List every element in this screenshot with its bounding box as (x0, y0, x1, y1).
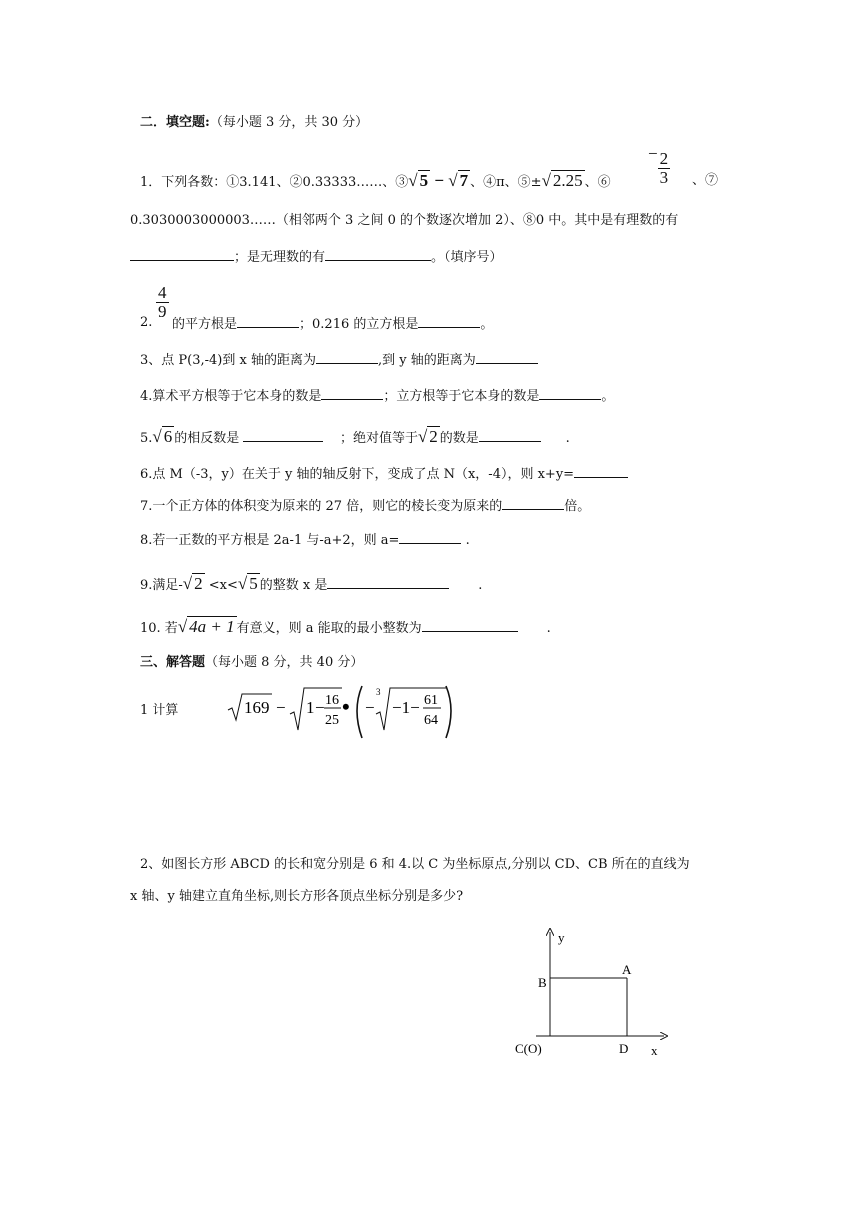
q5-text-a: 的相反数是 (174, 431, 240, 446)
p1-f2-num: 61 (424, 693, 438, 708)
p1-dot: • (342, 694, 350, 719)
q2-text-a: 的平方根是 (172, 317, 238, 332)
q9-rad5: 5 (249, 574, 258, 593)
x-axis-label: x (651, 1043, 658, 1058)
y-axis-label: y (558, 930, 565, 945)
vertex-c-label: C(O) (515, 1041, 542, 1056)
q1-sqrt5-minus-sqrt7: √ 5 − √ 7 (408, 171, 469, 190)
q10-rad: 4a + 1 (189, 617, 235, 636)
q7-text-a: 7.一个正方体的体积变为原来的 27 倍，则它的棱长变为原来的 (140, 499, 503, 514)
section-3-title: 三、解答题 (140, 655, 206, 670)
q2-text-b: ；0.216 的立方根是 (299, 317, 419, 332)
q8-text-a: 8.若一正数的平方根是 2a-1 与-a+2，则 a= (140, 533, 400, 548)
q5-prefix: 5. (140, 431, 153, 446)
q1-frac-neg-two-thirds: − $\frac{2}{3}$ (648, 144, 669, 187)
p1-label: 1 计算 (140, 703, 179, 718)
q2-text-c: 。 (480, 317, 494, 332)
q10-text-a: 10. 若 (140, 621, 178, 636)
q6-line (140, 464, 628, 484)
q2-blank-cbrt[interactable] (418, 314, 480, 328)
q9-sqrt5: √ 5 (237, 574, 258, 593)
q5-rad2: 2 (429, 427, 438, 446)
p1-f1-num: 16 (325, 693, 339, 708)
q5-blank-abs[interactable] (479, 428, 541, 442)
section-3-heading (140, 654, 363, 672)
q3-text-b: ,到 y 轴的距离为 (377, 353, 476, 368)
svg-text:−: − (315, 698, 325, 717)
q2-frac-den: 9 (158, 302, 167, 321)
q2-prefix: 2. (140, 315, 153, 330)
q5-line (140, 428, 570, 448)
q9-text-b: 的整数 x 是 (259, 578, 328, 593)
q1-text-irrational: ；是无理数的有 (234, 250, 326, 265)
vertex-a-label: A (622, 962, 632, 977)
p2-line1: 2、如图长方形 ABCD 的长和宽分别是 6 和 4.以 C 为坐标原点,分别以 CD、CB 所在的直线为 (140, 857, 690, 872)
q1-line3 (130, 247, 503, 267)
q9-mid: <x< (208, 578, 238, 593)
section-2-heading (140, 114, 368, 132)
q1-sep7: 、⑦ (692, 173, 719, 188)
q1-prefix: 1．下列各数：①3.141、②0.33333……、③ (140, 175, 409, 190)
q9-text-c: . (478, 578, 483, 593)
q10-text-b: 有意义，则 a 能取的最小整数为 (236, 621, 422, 636)
q1-line2: 0.3030003000003……（相邻两个 3 之间 0 的个数逐次增加 2）、⑧0 中。其中是有理数的有 (130, 213, 679, 228)
q8-blank[interactable] (399, 530, 461, 544)
q3-line (140, 350, 538, 370)
q4-text-a: 4.算术平方根等于它本身的数是 (140, 389, 322, 404)
rectangle-coordinate-figure (500, 922, 690, 1062)
q1-blank-irrational[interactable] (325, 247, 431, 261)
q4-text-c: 。 (601, 389, 615, 404)
q1-frac-num: 2 (659, 149, 669, 168)
q2-line (172, 314, 493, 334)
q6-blank[interactable] (574, 464, 628, 478)
p1-neg: − (365, 698, 375, 717)
q2-frac-num: 4 (158, 283, 167, 302)
q3-blank-x[interactable] (316, 350, 378, 364)
q5-text-c: 的数是 (439, 431, 479, 446)
section-3-score: （每小题 8 分，共 40 分） (205, 655, 364, 670)
q5-sqrt6: √ 6 (152, 427, 173, 446)
q4-blank-sqrt[interactable] (321, 386, 383, 400)
p1-neg1: −1− (392, 698, 420, 717)
q9-rad2: 2 (194, 574, 203, 593)
p1-one: 1 (306, 698, 315, 717)
q7-blank[interactable] (502, 496, 564, 510)
q7-text-b: 倍。 (564, 499, 591, 514)
q1-sqrt225: √ 2.25 (541, 171, 583, 190)
p1-rad169: 169 (244, 698, 270, 717)
p1-minus: − (276, 698, 286, 717)
q4-blank-cbrt[interactable] (539, 386, 601, 400)
q6-text-a: 6.点 M（-3，y）在关于 y 轴的轴反射下，变成了点 N（x，-4），则 x+y= (140, 467, 575, 482)
q10-blank[interactable] (422, 618, 518, 632)
q3-text-a: 3、点 P(3,-4)到 x 轴的距离为 (140, 353, 316, 368)
q5-text-b: ；绝对值等于 (339, 431, 418, 446)
p1-expression (224, 680, 464, 744)
q5-blank-opposite[interactable] (243, 428, 323, 442)
p1-f1-den: 25 (325, 713, 339, 728)
q5-text-d: . (565, 431, 570, 446)
p1-cube-index: 3 (376, 687, 381, 697)
q1-text-end: 。（填序号） (431, 250, 503, 265)
q10-text-c: . (546, 621, 551, 636)
q1-sep6: 、⑥ (584, 175, 611, 190)
q2-frac-four-ninths (156, 284, 169, 321)
p1-f2-den: 64 (424, 713, 438, 728)
q1-frac-den: 3 (659, 168, 669, 187)
q1-sep4: 、④π、⑤± (470, 175, 542, 190)
q10-sqrt: √ 4a + 1 (177, 617, 235, 636)
p2-line2: x 轴、y 轴建立直角坐标,则长方形各顶点坐标分别是多少? (130, 889, 464, 904)
section-2-title: 二．填空题: (140, 115, 210, 130)
q10-line (140, 618, 551, 638)
q9-text-a: 9.满足- (140, 578, 183, 593)
section-2-score: （每小题 3 分，共 30 分） (209, 115, 369, 130)
q9-line (140, 575, 482, 595)
q8-line (140, 530, 470, 550)
q1-rad225: 2.25 (552, 171, 583, 190)
q1-rad5: 5 (419, 171, 429, 190)
q9-blank[interactable] (327, 575, 449, 589)
q5-sqrt2: √ 2 (417, 427, 438, 446)
q1-blank-rational[interactable] (130, 247, 234, 261)
q1-rad7: 7 (459, 171, 469, 190)
q4-line (140, 386, 614, 406)
q8-text-b: . (465, 533, 470, 548)
q5-rad6: 6 (163, 427, 173, 446)
q4-text-b: ；立方根等于它本身的数是 (383, 389, 540, 404)
vertex-d-label: D (619, 1041, 629, 1056)
q1-line1 (140, 172, 611, 192)
q3-blank-y[interactable] (476, 350, 538, 364)
q9-sqrt2: √ 2 (182, 574, 203, 593)
q7-line (140, 496, 590, 516)
q2-blank-sqrt[interactable] (237, 314, 299, 328)
vertex-b-label: B (538, 975, 547, 990)
